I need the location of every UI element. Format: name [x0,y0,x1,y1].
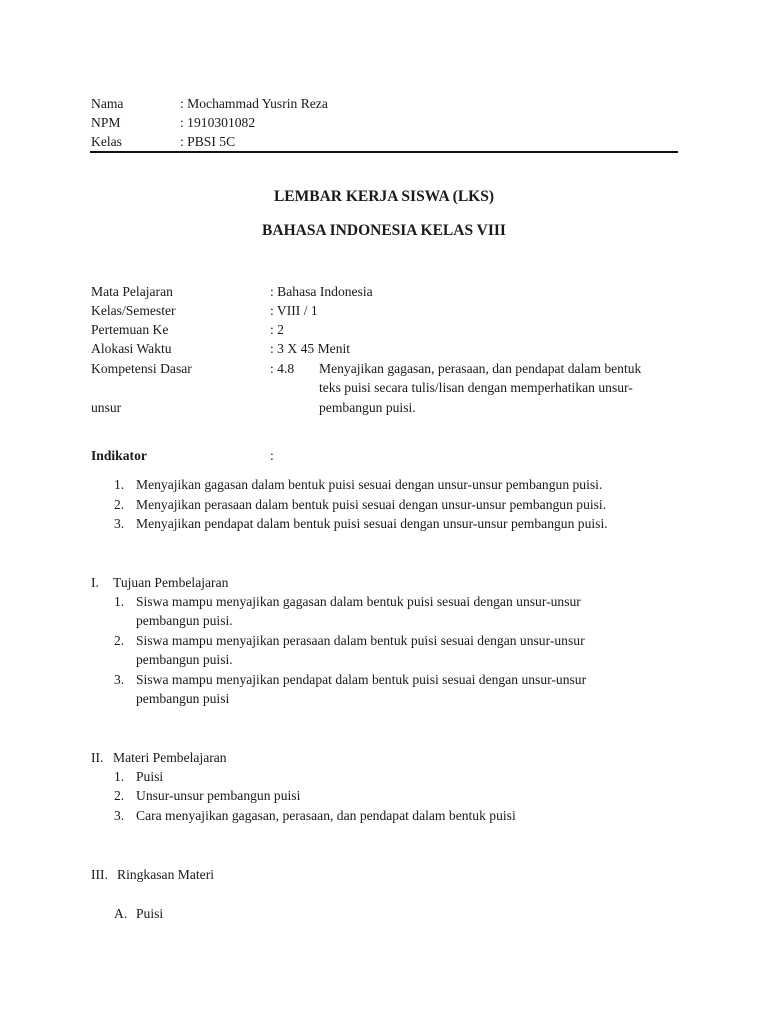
materi-item-text: Unsur-unsur pembangun puisi [136,788,301,803]
identity-label-npm: NPM [91,115,121,130]
indikator-heading: Indikator [91,448,147,463]
identity-label-nama: Nama [91,96,124,111]
section-number: III. [91,867,108,882]
materi-item-text: Puisi [136,769,164,784]
indikator-item-text: Menyajikan pendapat dalam bentuk puisi sesuai dengan unsur-unsur pembangun puisi. [136,516,608,531]
info-value-kelas-semester: : VIII / 1 [270,303,318,318]
section-title: Ringkasan Materi [117,867,215,882]
tujuan-item-number: 2. [114,633,125,648]
materi-item-number: 2. [114,788,125,803]
tujuan-item-text: Siswa mampu menyajikan perasaan dalam bentuk puisi sesuai dengan unsur-unsur [136,633,585,648]
tujuan-item-number: 3. [114,672,125,687]
document-subtitle: BAHASA INDONESIA KELAS VIII [262,222,506,239]
tujuan-item-text: Siswa mampu menyajikan pendapat dalam bentuk puisi sesuai dengan unsur-unsur [136,672,587,687]
subsection-title: Puisi [136,906,164,921]
kd-text-overflow: unsur [91,400,122,415]
indikator-item-number: 3. [114,516,125,531]
section-title: Materi Pembelajaran [113,750,227,765]
info-label-mata-pelajaran: Mata Pelajaran [91,284,173,299]
identity-value-npm: : 1910301082 [180,115,256,130]
section-number: II. [91,750,104,765]
subsection-letter: A. [114,906,128,921]
tujuan-item-text-cont: pembangun puisi. [136,613,233,628]
kd-number: : 4.8 [270,361,295,376]
section-number: I. [91,575,99,590]
section-title: Tujuan Pembelajaran [113,575,229,590]
info-label-pertemuan: Pertemuan Ke [91,322,169,337]
info-label-alokasi-waktu: Alokasi Waktu [91,341,172,356]
document-title: LEMBAR KERJA SISWA (LKS) [273,188,495,205]
info-value-pertemuan: : 2 [270,322,284,337]
materi-item-number: 3. [114,808,125,823]
tujuan-item-text: Siswa mampu menyajikan gagasan dalam bentuk puisi sesuai dengan unsur-unsur [136,594,581,609]
info-value-mata-pelajaran: : Bahasa Indonesia [270,284,373,299]
tujuan-item-text-cont: pembangun puisi. [136,652,233,667]
materi-item-number: 1. [114,769,125,784]
kd-text-line-2: teks puisi secara tulis/lisan dengan memperhatikan unsur- [319,380,633,395]
info-value-alokasi-waktu: : 3 X 45 Menit [270,341,351,356]
kd-text-line-1: Menyajikan gagasan, perasaan, dan pendapat dalam bentuk [319,361,642,376]
indikator-item-text: Menyajikan perasaan dalam bentuk puisi sesuai dengan unsur-unsur pembangun puisi. [136,497,607,512]
tujuan-item-text-cont: pembangun puisi [136,691,230,706]
info-label-kelas-semester: Kelas/Semester [91,303,176,318]
indikator-item-number: 1. [114,477,125,492]
materi-item-text: Cara menyajikan gagasan, perasaan, dan pendapat dalam bentuk puisi [136,808,516,823]
kd-text-line-3: pembangun puisi. [319,400,416,415]
indikator-colon: : [270,448,274,463]
identity-value-nama: : Mochammad Yusrin Reza [180,96,328,111]
indikator-item-text: Menyajikan gagasan dalam bentuk puisi sesuai dengan unsur-unsur pembangun puisi. [136,477,603,492]
identity-label-kelas: Kelas [91,134,122,149]
info-label-kompetensi-dasar: Kompetensi Dasar [91,361,192,376]
tujuan-item-number: 1. [114,594,125,609]
identity-value-kelas: : PBSI 5C [180,134,236,149]
indikator-item-number: 2. [114,497,125,512]
header-divider [90,151,678,153]
